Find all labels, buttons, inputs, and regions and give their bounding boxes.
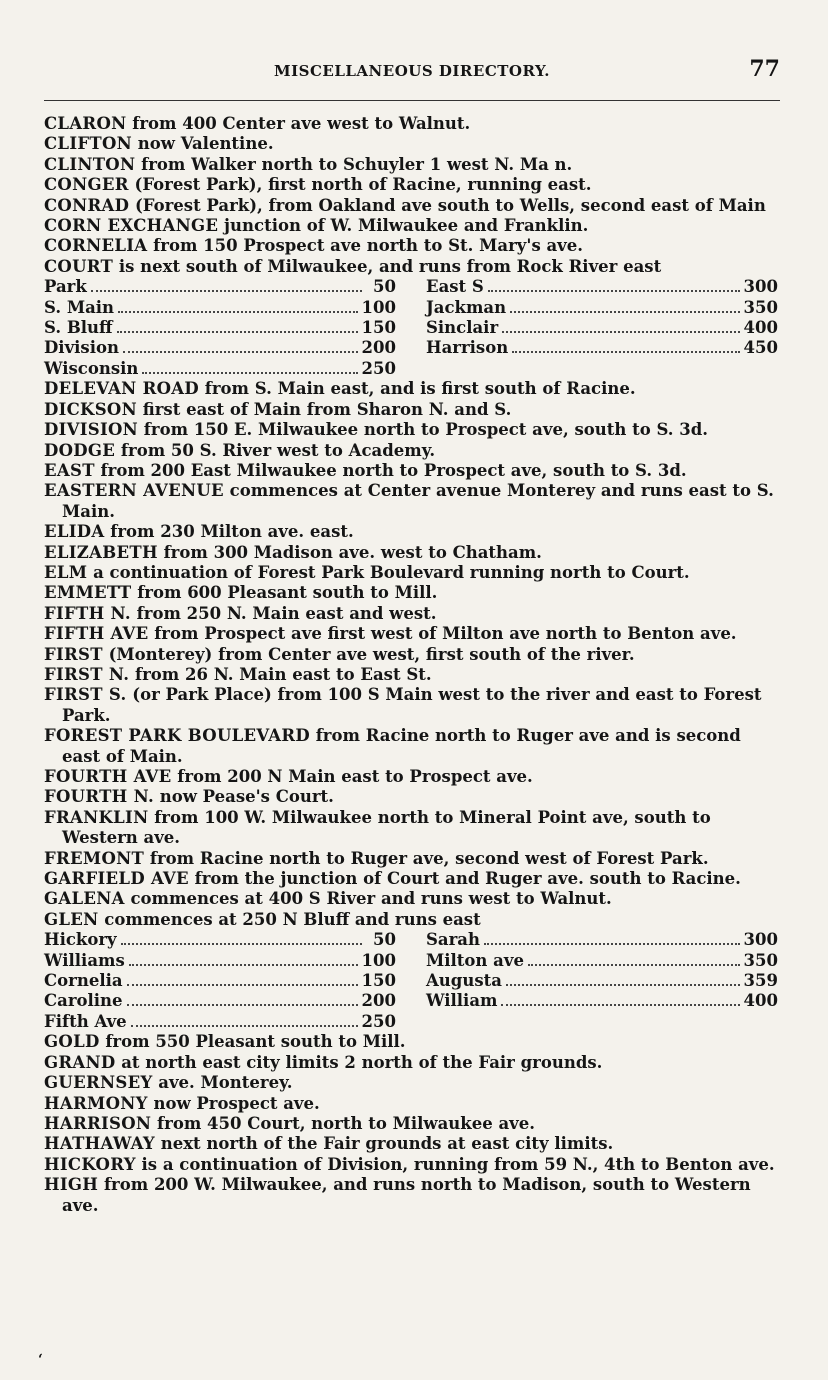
cross-street-number: 400: [743, 318, 778, 338]
street-name: GLEN: [44, 909, 99, 929]
street-description: now Prospect ave.: [147, 1093, 320, 1113]
page-header: [44, 58, 780, 86]
cross-street-name: Caroline: [44, 991, 123, 1011]
street-name: CONGER: [44, 175, 129, 195]
street-entry: [44, 400, 778, 420]
street-entry: [44, 175, 778, 195]
cross-street-number: 350: [743, 950, 778, 970]
street-name: FOURTH AVE: [44, 767, 172, 786]
cross-street-number: 450: [743, 338, 778, 358]
street-description: a continuation of Forest Park Boulevard running north to Court.: [87, 562, 690, 582]
cross-street-row: [44, 359, 396, 379]
street-description: from 230 Milton ave. east.: [104, 522, 354, 542]
street-description: from 200 W. Milwaukee, and runs north to Madison, south to Western ave.: [62, 1175, 751, 1215]
cross-street-number: 400: [743, 991, 778, 1011]
cross-street-number: 100: [361, 950, 396, 970]
cross-street-column-left: [44, 930, 396, 1032]
cross-street-column-right: [426, 930, 778, 1032]
street-name: DIVISION: [44, 420, 139, 440]
street-name: HICKORY: [44, 1154, 136, 1174]
street-name: DELEVAN ROAD: [44, 379, 200, 399]
cross-street-number: 359: [743, 971, 778, 991]
street-name: HARMONY: [44, 1093, 148, 1113]
cross-street-row: [44, 338, 396, 358]
street-entry: [44, 1032, 778, 1052]
cross-street-number: 250: [361, 358, 396, 378]
street-description: from 200 N Main east to Prospect ave.: [171, 767, 533, 786]
street-description: (or Park Place) from 100 S Main west to the river and east to Forest Park.: [62, 685, 762, 725]
street-entry: [44, 155, 778, 175]
cross-street-name: Cornelia: [44, 971, 123, 991]
cross-street-row: [44, 930, 396, 950]
street-name: CLARON: [44, 114, 127, 133]
street-name: GRAND: [44, 1052, 116, 1072]
leader-dots: [484, 943, 740, 945]
cross-street-row: [44, 951, 396, 971]
street-name: FIRST S.: [44, 685, 127, 705]
street-description: commences at 400 S River and runs west to Walnut.: [124, 889, 612, 909]
street-description: is a continuation of Division, running from 59 N., 4th to Benton ave.: [135, 1154, 775, 1174]
street-description: junction of W. Milwaukee and Franklin.: [218, 216, 589, 236]
street-description: from 150 E. Milwaukee north to Prospect ave, south to S. 3d.: [138, 420, 709, 440]
street-entry: [44, 665, 778, 685]
street-name: CONRAD: [44, 195, 130, 215]
cross-street-name: Fifth Ave: [44, 1011, 127, 1031]
cross-street-row: [426, 971, 778, 991]
street-entry: [44, 196, 778, 216]
street-entry: [44, 1094, 778, 1114]
cross-street-number: 350: [743, 297, 778, 317]
leader-dots: [129, 964, 358, 966]
street-description: from 100 W. Milwaukee north to Mineral Point ave, south to Western ave.: [62, 807, 711, 848]
street-entry: [44, 379, 778, 399]
cross-street-row: [44, 991, 396, 1011]
street-entry: [44, 216, 778, 236]
cross-street-row: [44, 298, 396, 318]
street-name: FREMONT: [44, 848, 145, 868]
street-name: DICKSON: [44, 399, 137, 419]
cross-street-name: S. Main: [44, 297, 115, 317]
leader-dots: [117, 331, 358, 333]
cross-street-number: 50: [373, 930, 396, 950]
cross-street-name: Williams: [44, 950, 125, 970]
street-name: FIFTH AVE: [44, 624, 149, 644]
street-entry: [44, 1175, 778, 1216]
street-name: COURT: [44, 256, 114, 276]
street-description: next north of the Fair grounds at east city limits.: [154, 1134, 614, 1154]
street-entry: [44, 808, 778, 849]
street-name: CLIFTON: [44, 134, 132, 154]
cross-street-name: S. Bluff: [44, 318, 113, 338]
leader-dots: [121, 943, 362, 945]
street-name: EMMETT: [44, 583, 132, 603]
street-description: from S. Main east, and is first south of Racine.: [199, 379, 636, 399]
street-description: from 26 N. Main east to East St.: [129, 664, 432, 684]
street-entry: [44, 134, 778, 154]
street-description: from 50 S. River west to Academy.: [115, 440, 436, 460]
cross-street-column-right: [426, 277, 778, 379]
street-description: ave. Monterey.: [152, 1073, 293, 1093]
leader-dots: [510, 311, 739, 313]
street-name: HATHAWAY: [44, 1134, 155, 1154]
street-entry: [44, 869, 778, 889]
street-entry: [44, 420, 778, 440]
leader-dots: [91, 290, 362, 292]
street-name: FIRST: [44, 644, 103, 664]
cross-street-name: East S: [426, 277, 484, 297]
street-description: (Forest Park), from Oakland ave south to Wells, second east of Main: [129, 195, 766, 215]
street-entry: [44, 543, 778, 563]
cross-street-name: Harrison: [426, 338, 509, 358]
street-description: from Racine north to Ruger ave, second west of Forest Park.: [144, 848, 709, 868]
street-entry: [44, 461, 778, 481]
leader-dots: [118, 311, 358, 313]
page-title: MISCELLANEOUS DIRECTORY.: [274, 62, 550, 80]
cross-street-row: [426, 318, 778, 338]
cross-street-table: [44, 930, 778, 1032]
street-name: DODGE: [44, 440, 116, 460]
cross-street-table: [44, 277, 778, 379]
street-description: from Walker north to Schuyler 1 west N. Ma n.: [135, 154, 573, 174]
street-description: now Valentine.: [132, 134, 274, 154]
street-name: CORN EXCHANGE: [44, 216, 219, 236]
street-description: from 300 Madison ave. west to Chatham.: [157, 542, 542, 562]
street-description: from 600 Pleasant south to Mill.: [131, 583, 438, 603]
leader-dots: [528, 964, 740, 966]
street-name: EAST: [44, 460, 95, 480]
cross-street-name: Hickory: [44, 930, 117, 950]
street-entry: [44, 583, 778, 603]
cross-street-number: 200: [361, 991, 396, 1011]
street-description: from Prospect ave first west of Milton ave north to Benton ave.: [148, 624, 737, 644]
street-name: GUERNSEY: [44, 1073, 153, 1093]
street-description: is next south of Milwaukee, and runs from Rock River east: [113, 256, 662, 276]
street-name: GOLD: [44, 1032, 100, 1052]
street-name: CLINTON: [44, 154, 136, 174]
cross-street-name: William: [426, 991, 498, 1011]
street-entry: [44, 787, 778, 807]
street-name: ELIZABETH: [44, 542, 158, 562]
street-description: now Pease's Court.: [153, 787, 334, 807]
leader-dots: [512, 351, 739, 353]
margin-mark: ‘: [38, 1352, 43, 1368]
street-description: (Monterey) from Center ave west, first south of the river.: [102, 644, 635, 664]
street-name: CORNELIA: [44, 236, 148, 256]
cross-street-name: Division: [44, 338, 119, 358]
street-description: from 250 N. Main east and west.: [130, 603, 437, 623]
directory-entries: [44, 114, 778, 1216]
cross-street-name: Milton ave: [426, 950, 524, 970]
cross-street-row: [426, 930, 778, 950]
street-description: from 150 Prospect ave north to St. Mary's ave.: [147, 236, 583, 256]
cross-street-name: Augusta: [426, 971, 502, 991]
street-description: from 200 East Milwaukee north to Prospect ave, south to S. 3d.: [94, 460, 687, 480]
street-entry: [44, 522, 778, 542]
street-entry: [44, 685, 778, 726]
leader-dots: [127, 984, 358, 986]
street-description: from 550 Pleasant south to Mill.: [99, 1032, 406, 1052]
cross-street-row: [426, 338, 778, 358]
street-entry: [44, 889, 778, 909]
cross-street-row: [426, 298, 778, 318]
street-name: EASTERN AVENUE: [44, 481, 224, 501]
street-description: from the junction of Court and Ruger ave. south to Racine.: [188, 869, 741, 889]
cross-street-name: Sinclair: [426, 318, 499, 338]
cross-street-row: [44, 318, 396, 338]
cross-street-row: [44, 1012, 396, 1032]
cross-street-number: 100: [361, 297, 396, 317]
cross-street-row: [426, 951, 778, 971]
cross-street-number: 150: [361, 318, 396, 338]
cross-street-column-left: [44, 277, 396, 379]
street-entry: [44, 236, 778, 256]
street-entry: [44, 1134, 778, 1154]
street-entry: [44, 849, 778, 869]
street-description: commences at 250 N Bluff and runs east: [98, 909, 481, 929]
street-entry: [44, 1073, 778, 1093]
street-entry: [44, 441, 778, 461]
street-name: FIFTH N.: [44, 603, 131, 623]
street-description: from 450 Court, north to Milwaukee ave.: [151, 1113, 535, 1133]
street-description: from 400 Center ave west to Walnut.: [126, 114, 471, 133]
street-entry: [44, 257, 778, 277]
street-name: HARRISON: [44, 1113, 152, 1133]
street-description: first east of Main from Sharon N. and S.: [136, 399, 512, 419]
cross-street-row: [426, 991, 778, 1011]
street-entry: [44, 1114, 778, 1134]
street-name: ELIDA: [44, 522, 105, 542]
cross-street-number: 300: [743, 277, 778, 297]
street-entry: [44, 726, 778, 767]
cross-street-row: [426, 277, 778, 297]
street-entry: [44, 563, 778, 583]
street-description: commences at Center avenue Monterey and runs east to S. Main.: [62, 481, 774, 521]
leader-dots: [142, 372, 357, 374]
street-entry: [44, 645, 778, 665]
leader-dots: [502, 331, 739, 333]
street-name: GALENA: [44, 889, 125, 909]
cross-street-number: 50: [373, 277, 396, 297]
street-entry: [44, 114, 778, 134]
street-name: FOURTH N.: [44, 787, 154, 807]
street-entry: [44, 1053, 778, 1073]
leader-dots: [488, 290, 740, 292]
page-number: 77: [749, 56, 780, 82]
cross-street-number: 300: [743, 930, 778, 950]
street-entry: [44, 481, 778, 522]
cross-street-number: 200: [361, 338, 396, 358]
cross-street-number: 250: [361, 1011, 396, 1031]
cross-street-number: 150: [361, 971, 396, 991]
street-description: (Forest Park), first north of Racine, running east.: [128, 175, 592, 195]
leader-dots: [131, 1025, 358, 1027]
cross-street-name: Wisconsin: [44, 358, 139, 378]
leader-dots: [501, 1004, 739, 1006]
cross-street-name: Sarah: [426, 930, 480, 950]
header-rule: [44, 100, 780, 101]
leader-dots: [127, 1004, 358, 1006]
cross-street-name: Jackman: [426, 297, 507, 317]
street-name: FIRST N.: [44, 664, 130, 684]
street-name: FOREST PARK BOULEVARD: [44, 726, 310, 746]
street-entry: [44, 767, 778, 787]
street-entry: [44, 910, 778, 930]
cross-street-name: Park: [44, 277, 87, 297]
cross-street-row: [44, 277, 396, 297]
cross-street-row: [44, 971, 396, 991]
street-name: GARFIELD AVE: [44, 869, 189, 889]
street-entry: [44, 604, 778, 624]
street-name: HIGH: [44, 1175, 99, 1195]
leader-dots: [506, 984, 740, 986]
leader-dots: [123, 351, 358, 353]
street-entry: [44, 624, 778, 644]
street-entry: [44, 1155, 778, 1175]
street-description: from Racine north to Ruger ave and is second east of Main.: [62, 726, 741, 766]
street-description: at north east city limits 2 north of the Fair grounds.: [115, 1052, 603, 1072]
street-name: FRANKLIN: [44, 807, 149, 827]
street-name: ELM: [44, 562, 88, 582]
